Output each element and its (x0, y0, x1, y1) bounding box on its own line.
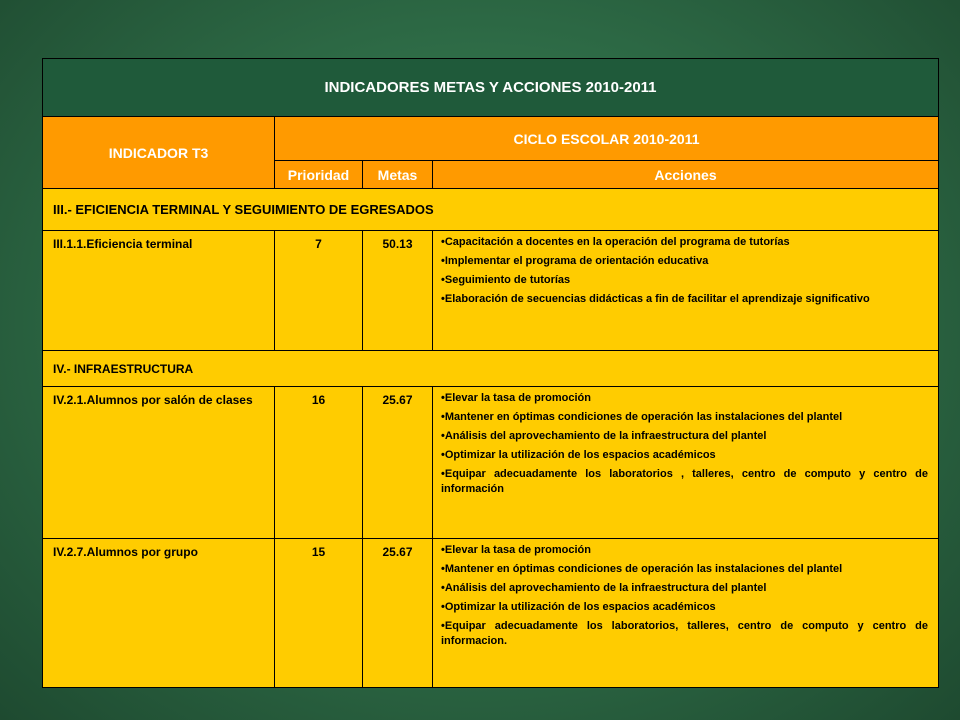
action-item: • Elaboración de secuencias didácticas a fin de facilitar el aprendizaje significativo (441, 292, 928, 307)
action-item: • Elevar la tasa de promoción (441, 543, 928, 558)
actions-list (441, 235, 928, 307)
section-title-infraestructura: IV.- INFRAESTRUCTURA (43, 351, 939, 387)
goal-value: 25.67 (363, 538, 433, 687)
actions-list (441, 543, 928, 649)
action-item: • Elevar la tasa de promoción (441, 391, 928, 406)
table-row (43, 387, 939, 538)
action-item: • Implementar el programa de orientación educativa (441, 254, 928, 269)
goal-value: 50.13 (363, 230, 433, 351)
action-item: • Optimizar la utilización de los espacios académicos (441, 600, 928, 615)
indicator-name: III.1.1.Eficiencia terminal (43, 230, 275, 351)
priority-value: 16 (275, 387, 363, 538)
actions-cell (433, 387, 939, 538)
header-indicador: INDICADOR T3 (43, 117, 275, 189)
section-title-eficiencia: III.- EFICIENCIA TERMINAL Y SEGUIMIENTO DE EGRESADOS (43, 188, 939, 230)
table-row (43, 538, 939, 687)
indicator-name: IV.2.1.Alumnos por salón de clases (43, 387, 275, 538)
priority-value: 7 (275, 230, 363, 351)
action-item: • Optimizar la utilización de los espacios académicos (441, 448, 928, 463)
action-item: • Mantener en óptimas condiciones de operación las instalaciones del plantel (441, 410, 928, 425)
action-item: • Equipar adecuadamente los laboratorios , talleres, centro de computo y centro de información (441, 467, 928, 497)
indicator-name: IV.2.7.Alumnos por grupo (43, 538, 275, 687)
action-item: • Mantener en óptimas condiciones de operación las instalaciones del plantel (441, 562, 928, 577)
action-item: • Equipar adecuadamente los laboratorios, talleres, centro de computo y centro de informacion. (441, 619, 928, 649)
header-ciclo: CICLO ESCOLAR 2010-2011 (275, 117, 939, 161)
header-metas: Metas (363, 161, 433, 189)
actions-cell (433, 230, 939, 351)
actions-list (441, 391, 928, 497)
table-title: INDICADORES METAS Y ACCIONES 2010-2011 (43, 59, 939, 117)
header-prioridad: Prioridad (275, 161, 363, 189)
header-acciones: Acciones (433, 161, 939, 189)
action-item: • Análisis del aprovechamiento de la infraestructura del plantel (441, 581, 928, 596)
action-item: • Seguimiento de tutorías (441, 273, 928, 288)
table-row (43, 230, 939, 351)
action-item: • Capacitación a docentes en la operación del programa de tutorías (441, 235, 928, 250)
goal-value: 25.67 (363, 387, 433, 538)
actions-cell (433, 538, 939, 687)
priority-value: 15 (275, 538, 363, 687)
indicators-table (42, 58, 939, 688)
action-item: • Análisis del aprovechamiento de la infraestructura del plantel (441, 429, 928, 444)
